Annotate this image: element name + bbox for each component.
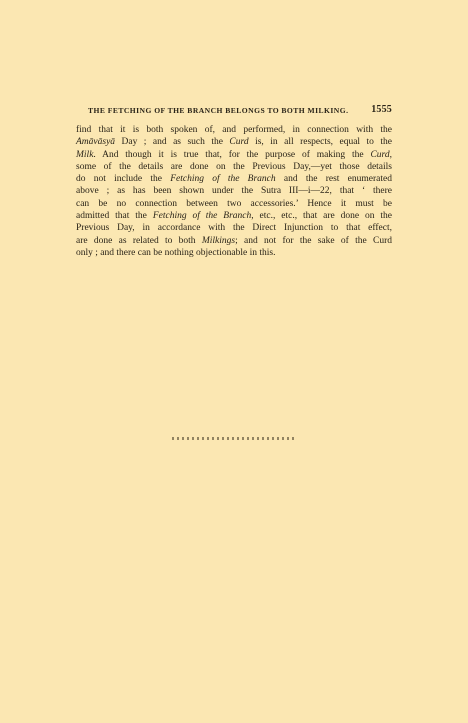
text-run: , (389, 149, 392, 160)
text-line (76, 173, 392, 185)
running-title: THE FETCHING OF THE BRANCH BELONGS TO BOTH MILKING. (88, 106, 349, 115)
text-line (76, 222, 392, 234)
text-run: and the rest enumerated (275, 174, 392, 185)
text-run: do not include the (76, 174, 171, 185)
italic-term: Curd (370, 149, 390, 160)
italic-term: Amāvāsyā (76, 137, 116, 148)
text-line (76, 198, 392, 210)
section-divider (172, 437, 294, 440)
text-run: Day ; and as such the (115, 137, 230, 148)
text-run: above ; as has been shown under the Sutra III—i—22, that ‘ there (76, 186, 392, 197)
italic-term: Fetching of the Branch (152, 211, 252, 222)
text-line (76, 161, 392, 173)
text-run: only ; and there can be nothing objectionable in this. (76, 247, 276, 258)
text-line (76, 124, 392, 136)
text-line (76, 210, 392, 222)
text-run: can be no connection between two accessories.’ Hence it must be (76, 198, 392, 209)
text-run: some of the details are done on the Previous Day,—yet those details (76, 161, 392, 172)
text-line (76, 136, 392, 148)
text-line (76, 247, 392, 259)
text-run: find that it is both spoken of, and performed, in connection with the (76, 125, 392, 135)
text-line (76, 185, 392, 197)
body-paragraph (76, 124, 392, 259)
text-run: are done as related to both (76, 235, 202, 246)
italic-term: Milk (76, 149, 94, 160)
text-run: ; and not for the sake of the Curd (235, 235, 392, 246)
running-header (76, 104, 392, 118)
text-run: . And though it is true that, for the purpose of making the (93, 149, 371, 160)
text-line (76, 149, 392, 161)
text-line (76, 235, 392, 247)
page-number: 1555 (371, 104, 392, 115)
text-run: , etc., etc., that are done on the (251, 211, 393, 222)
italic-term: Curd (229, 137, 249, 148)
italic-term: Milkings (201, 235, 236, 246)
text-run: admitted that the (76, 211, 153, 222)
text-run: Previous Day, in accordance with the Direct Injunction to that effect, (76, 223, 392, 234)
italic-term: Fetching of the Branch (170, 174, 276, 185)
text-run: is, in all respects, equal to the (248, 137, 392, 148)
